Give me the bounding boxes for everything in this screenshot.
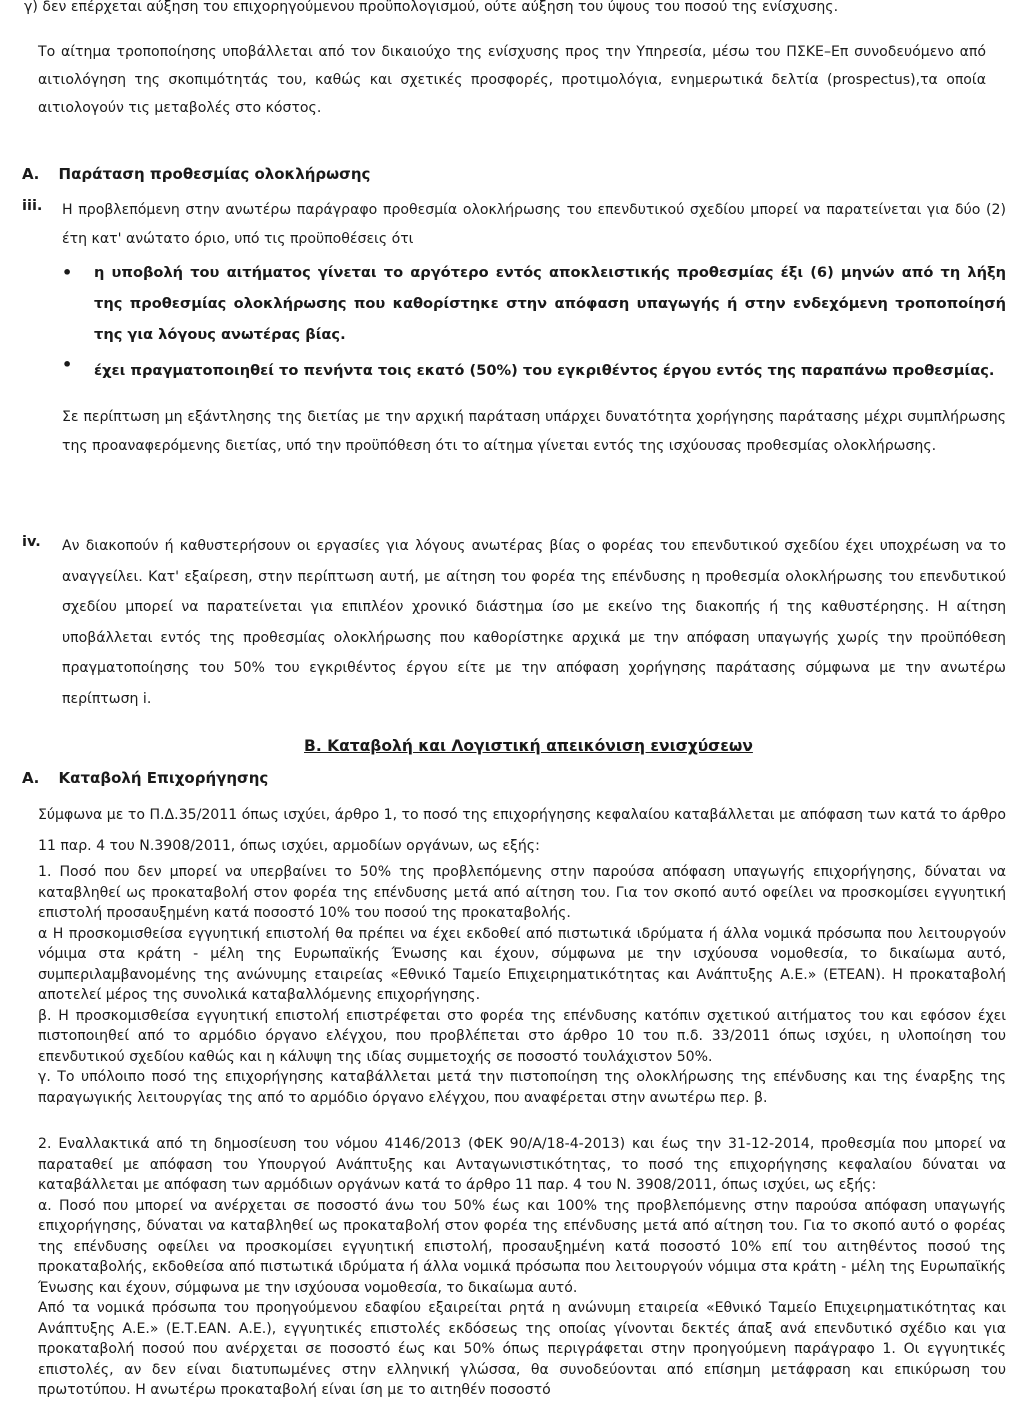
point-1-alpha: α Η προσκομισθείσα εγγυητική επιστολή θα πρέπει να έχει εκδοθεί από πιστωτικά ιδρύματα ή άλλα νομικά πρόσωπα που λειτουργούν νόμιμα στα κράτη - μέλη της Ευρωπαϊκής Ένωσης και έχουν, σύμφωνα με την ισχύουσα νομοθεσία, το δικαίωμα αυτό, συμπεριλαμβανομένης της ανώνυμης εταιρείας «Εθνικό Ταμείο Επιχειρηματικότητας και Ανάπτυξης Α.Ε.» (ΕΤΕΑΝ). Η προκαταβολή αποτελεί μέρος της συνολικά καταβαλλόμενης επιχορήγησης.	[38, 925, 1006, 1003]
list-item: • η υποβολή του αιτήματος γίνεται το αργότερο εντός αποκλειστικής προθεσμίας έξι (6) μηνών από τη λήξη της προθεσμίας ολοκλήρωσης που καθορίστηκε στην απόφαση υπαγωγής ή στην ενδεχόμενη τροποποίησή της για λόγους ανωτέρας βίας.	[94, 257, 1006, 350]
item-iii-closing: Σε περίπτωση μη εξάντλησης της διετίας με την αρχική παράταση υπάρχει δυνατότητα χορήγησης παράτασης μέχρι συμπλήρωσης της προαναφερόμενης διετίας, υπό την προϋπόθεση ότι το αίτημα γίνεται εντός της ισχύουσας προθεσμίας ολοκλήρωσης.	[62, 409, 1006, 454]
item-marker-iv: iv.	[22, 534, 41, 550]
point-1-main: 1. Ποσό που δεν μπορεί να υπερβαίνει το 50% της προβλεπόμενης στην παρούσα απόφαση υπαγωγής επιχορήγησης, δύναται να καταβληθεί ως προκαταβολή στον φορέα της επένδυσης μετά από αίτηση του. Για τον σκοπό αυτό οφείλει να προσκομίσει εγγυητική επιστολή προσαυξημένη κατά ποσοστό 10% του ποσού της προκαταβολής.	[38, 864, 1006, 921]
point-1-block	[38, 862, 1006, 1108]
conditions-list	[62, 257, 1006, 386]
item-iii-intro: Η προβλεπόμενη στην ανωτέρω παράγραφο προθεσμία ολοκλήρωσης του επενδυτικού σχεδίου μπορεί να παρατείνεται για δύο (2) έτη κατ' ανώτατο όριο, υπό τις προϋποθέσεις ότι	[62, 202, 1006, 247]
point-1-beta: β. Η προσκομισθείσα εγγυητική επιστολή επιστρέφεται στο φορέα της επένδυσης κατόπιν σχετικού αιτήματος του και εφόσον έχει πιστοποιηθεί από το αρμόδιο όργανο ελέγχου, που προβλέπεται στο άρθρο 10 του π.δ. 33/2011 όπως ισχύει, η υλοποίηση του επενδυτικού σχεδίου καθώς και η κάλυψη της ιδίας συμμετοχής σε ποσοστό τουλάχιστον 50%.	[38, 1007, 1006, 1065]
condition-text: έχει πραγματοποιηθεί το πενήντα τοις εκατό (50%) του εγκριθέντος έργου εντός της παραπάνω προθεσμίας.	[94, 362, 995, 379]
line-gamma: γ) δεν επέρχεται αύξηση του επιχορηγούμενου προϋπολογισμού, ούτε αύξηση του ύψους του ποσού της ενίσχυσης.	[24, 0, 839, 15]
point-1-gamma: γ. Το υπόλοιπο ποσό της επιχορήγησης καταβάλλεται μετά την πιστοποίηση της ολοκλήρωσης της επένδυσης και της έναρξης της παραγωγικής λειτουργίας της από το αρμόδιο όργανο ελέγχου, που αναφέρεται στην ανωτέρω περ. β.	[38, 1069, 1006, 1106]
item-iv-text: Αν διακοπούν ή καθυστερήσουν οι εργασίες για λόγους ανωτέρας βίας ο φορέας του επενδυτικού σχεδίου έχει υποχρέωση να το αναγγείλει. Κατ' εξαίρεση, στην περίπτωση αυτή, με αίτηση του φορέα της επένδυσης η προθεσμία ολοκλήρωσης του επενδυτικού σχεδίου μπορεί να παρατείνεται για επιπλέον χρονικό διάστημα ίσο με εκείνο της διακοπής ή της καθυστέρησης. Η αίτηση υποβάλλεται εντός της προθεσμίας ολοκλήρωσης που καθορίστηκε αρχικά με την απόφαση υπαγωγής χωρίς την προϋπόθεση πραγματοποίησης του 50% του εγκριθέντος έργου είτε με την απόφαση χορήγησης παράτασης σύμφωνα με την ανωτέρω περίπτωση i.	[62, 538, 1006, 707]
paragraph-modification-request: Το αίτημα τροποποίησης υποβάλλεται από τον δικαιούχο της ενίσχυσης προς την Υπηρεσία, μέσω του ΠΣΚΕ–Επ συνοδευόμενο από αιτιολόγηση της σκοπιμότητάς του, καθώς και σχετικές προσφορές, προτιμολόγια, ενημερωτικά δελτία (prospectus),τα οποία αιτιολογούν τις μεταβολές στο κόστος.	[38, 44, 986, 116]
section-a-payment-heading	[22, 769, 268, 787]
point-2-continued: Από τα νομικά πρόσωπα του προηγούμενου εδαφίου εξαιρείται ρητά η ανώνυμη εταιρεία «Εθνικό Ταμείο Επιχειρηματικότητας και Ανάπτυξης Α.Ε.» (Ε.Τ.ΕΑΝ. Α.Ε.), εγγυητικές επιστολές εκδόσεως της οποίας γίνονται δεκτές άπαξ ανά επενδυτικό σχέδιο και για προκαταβολή ποσού που ανέρχεται σε ποσοστό έως και 50% όπως περιγράφεται στην προηγούμενη παράγραφο 1. Οι εγγυητικές επιστολές, αν δεν είναι διατυπωμένες στην ελληνική γλώσσα, θα συνοδεύονται από επίσημη μετάφραση και επικύρωση του πρωτοτύπου. Η ανωτέρω προκαταβολή είναι ίση με το αιτηθέν ποσοστό	[38, 1300, 1006, 1398]
section-a-extension-heading	[22, 165, 370, 183]
section-title: Καταβολή Επιχορήγησης	[58, 769, 269, 787]
section-marker: Α.	[22, 769, 40, 787]
list-item: • έχει πραγματοποιηθεί το πενήντα τοις εκατό (50%) του εγκριθέντος έργου εντός της παραπάνω προθεσμίας.	[94, 355, 1006, 386]
section-b-title: Β. Καταβολή και Λογιστική απεικόνιση ενισχύσεων	[304, 737, 753, 755]
section-marker: Α.	[22, 165, 40, 183]
payment-intro: Σύμφωνα με το Π.Δ.35/2011 όπως ισχύει, άρθρο 1, το ποσό της επιχορήγησης κεφαλαίου καταβάλλεται με απόφαση των κατά το άρθρο 11 παρ. 4 του Ν.3908/2011, όπως ισχύει, αρμοδίων οργάνων, ως εξής:	[38, 807, 1006, 854]
section-title: Παράταση προθεσμίας ολοκλήρωσης	[58, 165, 371, 183]
item-marker-iii: iii.	[22, 198, 43, 214]
condition-text: η υποβολή του αιτήματος γίνεται το αργότερο εντός αποκλειστικής προθεσμίας έξι (6) μηνών από τη λήξη της προθεσμίας ολοκλήρωσης που καθορίστηκε στην απόφαση υπαγωγής ή στην ενδεχόμενη τροποποίησή της για λόγους ανωτέρας βίας.	[94, 264, 1006, 343]
point-2-main: 2. Εναλλακτικά από τη δημοσίευση του νόμου 4146/2013 (ΦΕΚ 90/Α/18-4-2013) και έως την 31-12-2014, προθεσμία που μπορεί να παραταθεί με απόφαση του Υπουργού Ανάπτυξης και Ανταγωνιστικότητας, το ποσό της επιχορήγησης κεφαλαίου δύναται να καταβάλλεται με απόφαση των αρμόδιων οργάνων κατά το άρθρο 11 παρ. 4 του Ν. 3908/2011, όπως ισχύει, ως εξής:	[38, 1136, 1006, 1193]
point-2-alpha: α. Ποσό που μπορεί να ανέρχεται σε ποσοστό άνω του 50% έως και 100% της προβλεπόμενης στην παρούσα απόφαση υπαγωγής επιχορήγησης, δύναται να καταβληθεί ως προκαταβολή στον φορέα της επένδυσης μετά από αίτηση του. Για το σκοπό αυτό ο φορέας της επένδυσης οφείλει να προσκομίσει εγγυητική επιστολή, προσαυξημένη κατά ποσοστό 10% επί του αιτηθέντος ποσού της προκαταβολής, εκδοθείσα από πιστωτικά ιδρύματα ή άλλα νομικά πρόσωπα που λειτουργούν νόμιμα στα κράτη - μέλη της Ευρωπαϊκής Ένωσης και έχουν, σύμφωνα με την ισχύουσα νομοθεσία, το δικαίωμα αυτό.	[38, 1197, 1006, 1296]
point-2-block	[38, 1134, 1006, 1401]
